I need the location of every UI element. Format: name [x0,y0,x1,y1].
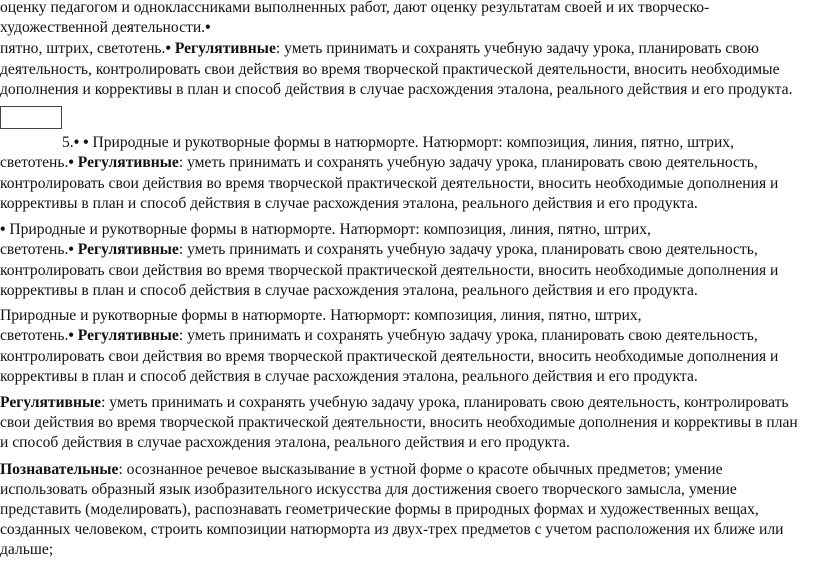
text: дальше; [0,541,54,558]
text: дополнения и коррективы в план и способ действия в случае расхождения эталона, реального действия и его продукта. [0,81,793,98]
block2-line-1 [62,133,734,153]
text: : осознанное речевое высказывание в устной форме о красоте обычных предметов; умение [118,461,723,478]
block6-line-2 [0,480,737,500]
bullet-icon: • [83,134,89,151]
text: использовать образный язык изобразительного искусства для достижения своего творческого замысла, умение [0,481,737,498]
text: деятельность, контролировать свои действия во время творческой практической деятельности, вносить необходимые [0,61,780,78]
bullet-icon: • [73,134,80,151]
bullet-icon: • [165,40,171,57]
block3-line-4 [0,281,698,301]
block3-line-2 [0,240,758,260]
block6-line-5 [0,540,53,560]
text: светотень. [0,327,69,344]
text: представить (моделировать), распознавать геометрические формы в природных формах и художественных вещах, [0,501,759,518]
list-number: 5. [62,134,74,151]
block5-line-1 [0,393,789,413]
text: светотень. [0,154,69,171]
block4-line-2 [0,326,758,346]
text: : уметь принимать и сохранять учебную задачу урока, планировать свою деятельность, [178,154,758,171]
text: Природные и рукотворные формы в натюрморте. Натюрморт: композиция, линия, пятно, штрих, [0,307,642,324]
block1-line-3 [0,39,759,59]
text: свои действия во время творческой практической деятельности, вносить необходимые дополнения и коррективы в план [0,414,798,431]
block4-line-3 [0,347,778,367]
bullet-icon: • [68,154,74,171]
text: созданных человеком, строить композиции натюрморта из двух-трех предметов с учетом расположения их ближе или [0,521,784,538]
block6-line-4 [0,520,783,540]
block2-line-3 [0,174,778,194]
text: контролировать свои действия во время творческой практической деятельности, вносить необходимые дополнения и [0,262,779,279]
text: Природные и рукотворные формы в натюрморте. Натюрморт: композиция, линия, пятно, штрих, [92,134,735,151]
block1-line-2 [0,18,211,38]
empty-frame-box [0,106,62,129]
block1-line-5 [0,80,792,100]
block3-line-3 [0,261,778,281]
block5-line-2 [0,413,798,433]
block1-line-4 [0,60,780,80]
text: светотень. [0,241,69,258]
text: оценку педагогом и одноклассниками выполненных работ, дают оценку результатам своей и их творческо- [0,0,710,16]
bullet-icon: • [205,19,211,36]
regulative-label: Регулятивные [77,241,179,258]
block4-line-4 [0,367,698,387]
text: коррективы в план и способ действия в случае расхождения эталона, реального действия и его продукта. [0,368,698,385]
text: : уметь принимать и сохранять учебную задачу урока, планировать свою [275,40,759,57]
block2-line-4 [0,194,698,214]
text: и способ действия в случае расхождения эталона, реального действия и его продукта. [0,434,570,451]
text: художественной деятельности. [0,19,206,36]
text: контролировать свои действия во время творческой практической деятельности, вносить необходимые дополнения и [0,348,779,365]
text: : уметь принимать и сохранять учебную задачу урока, планировать свою деятельность, контролировать [101,394,789,411]
block4-line-1 [0,306,642,326]
regulative-label: Регулятивные [174,40,276,57]
regulative-label: Регулятивные [77,327,179,344]
block6-line-1 [0,460,723,480]
text: коррективы в план и способ действия в случае расхождения эталона, реального действия и его продукта. [0,195,698,212]
text: : уметь принимать и сохранять учебную задачу урока, планировать свою деятельность, [178,327,758,344]
bullet-icon: • [68,241,74,258]
block2-line-2 [0,153,758,173]
regulative-label: Регулятивные [0,394,102,411]
cognitive-label: Познавательные [0,461,119,478]
bullet-icon: • [68,327,74,344]
bullet-icon: • [0,221,6,238]
text: Природные и рукотворные формы в натюрморте. Натюрморт: композиция, линия, пятно, штрих, [9,221,651,238]
regulative-label: Регулятивные [77,154,179,171]
text: : уметь принимать и сохранять учебную задачу урока, планировать свою деятельность, [178,241,758,258]
text: пятно, штрих, светотень. [0,40,166,57]
text: контролировать свои действия во время творческой практической деятельности, вносить необходимые дополнения и [0,175,779,192]
block1-line-1 [0,0,709,18]
block6-line-3 [0,500,759,520]
text: коррективы в план и способ действия в случае расхождения эталона, реального действия и его продукта. [0,282,698,299]
block5-line-3 [0,433,570,453]
block3-line-1 [0,220,651,240]
